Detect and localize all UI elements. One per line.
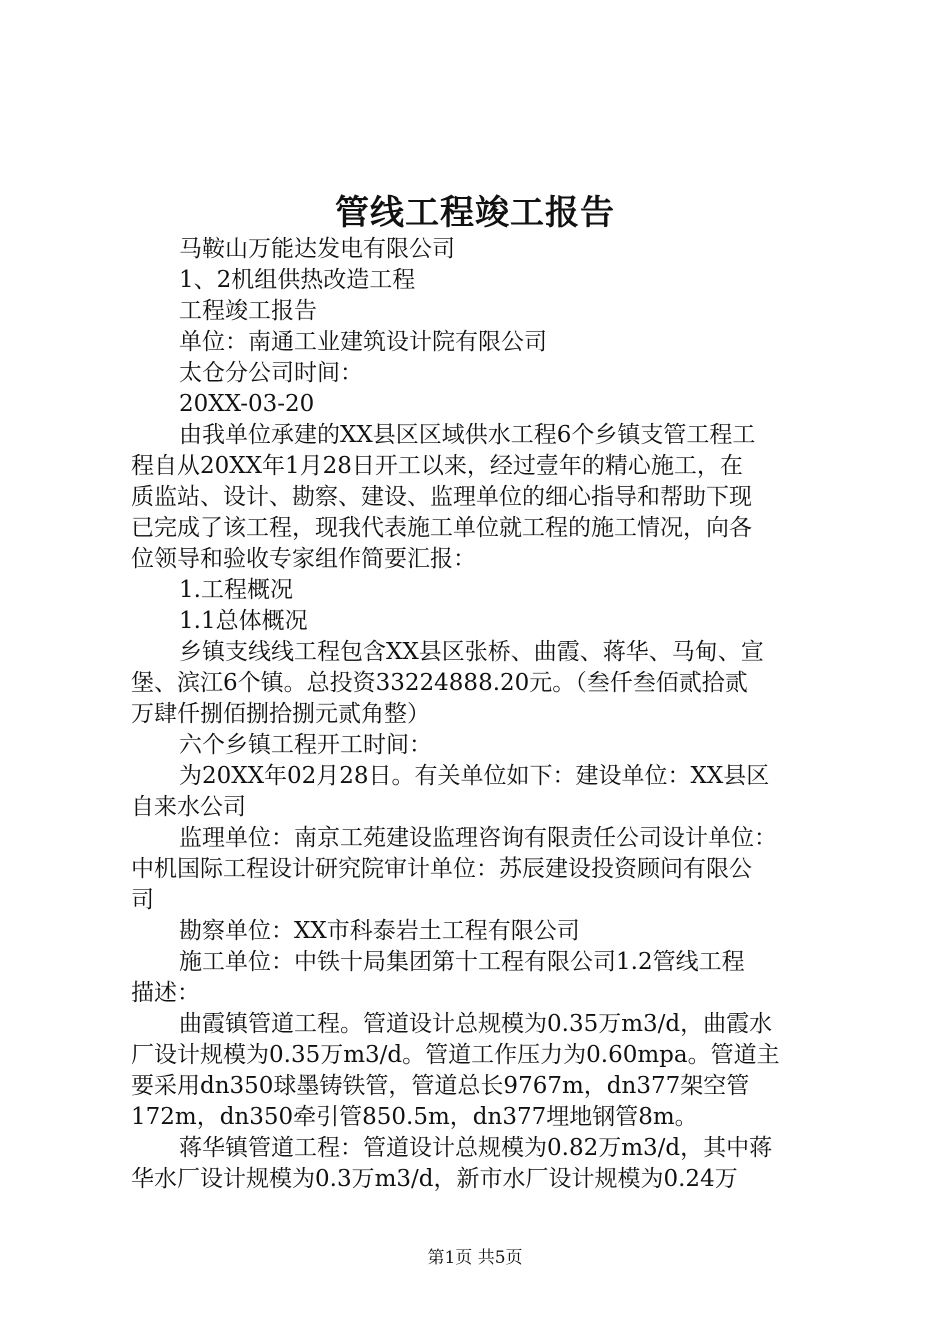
text-line: 位领导和验收专家组作简要汇报： (131, 546, 476, 572)
text-line: 单位：南通工业建筑设计院有限公司 (179, 329, 547, 355)
page-footer: 第1页 共5页 (427, 1248, 523, 1268)
text-line: 马鞍山万能达发电有限公司 (179, 236, 455, 262)
text-line: 乡镇支线线工程包含XX县区张桥、曲霞、蒋华、马甸、宣 (179, 639, 764, 665)
text-line: 172m，dn350牵引管850.5m，dn377埋地钢管8m。 (131, 1104, 698, 1130)
text-line: 勘察单位：XX市科泰岩土工程有限公司 (179, 918, 580, 944)
text-line: 中机国际工程设计研究院审计单位：苏辰建设投资顾问有限公 (131, 856, 752, 882)
text-line: 已完成了该工程，现我代表施工单位就工程的施工情况，向各 (131, 515, 752, 541)
text-line: 1.1总体概况 (179, 608, 308, 634)
text-line: 描述： (131, 980, 200, 1006)
text-line: 堡、滨江6个镇。总投资33224888.20元。（叁仟叁佰贰拾贰 (131, 670, 748, 696)
text-line: 由我单位承建的XX县区区域供水工程6个乡镇支管工程工 (179, 422, 756, 448)
document-title: 管线工程竣工报告 (335, 193, 615, 233)
text-line: 工程竣工报告 (179, 298, 317, 324)
text-line: 六个乡镇工程开工时间： (179, 732, 432, 758)
text-line: 监理单位：南京工苑建设监理咨询有限责任公司设计单位： (179, 825, 777, 851)
text-line: 质监站、设计、勘察、建设、监理单位的细心指导和帮助下现 (131, 484, 752, 510)
text-line: 20XX-03-20 (179, 391, 315, 417)
document-body (131, 234, 831, 1195)
text-line: 太仓分公司时间： (179, 360, 363, 386)
text-line: 蒋华镇管道工程：管道设计总规模为0.82万m3/d，其中蒋 (179, 1135, 773, 1161)
text-line: 司 (131, 887, 154, 913)
text-line: 1.工程概况 (179, 577, 293, 603)
text-line: 自来水公司 (131, 794, 246, 820)
text-line: 1、2机组供热改造工程 (179, 267, 416, 293)
text-line: 曲霞镇管道工程。管道设计总规模为0.35万m3/d，曲霞水 (179, 1011, 773, 1037)
text-line: 程自从20XX年1月28日开工以来，经过壹年的精心施工，在 (131, 453, 743, 479)
text-line: 要采用dn350球墨铸铁管，管道总长9767m，dn377架空管 (131, 1073, 750, 1099)
text-line: 施工单位：中铁十局集团第十工程有限公司1.2管线工程 (179, 949, 745, 975)
text-line: 华水厂设计规模为0.3万m3/d，新市水厂设计规模为0.24万 (131, 1166, 738, 1192)
text-line: 万肆仟捌佰捌拾捌元贰角整） (131, 701, 430, 727)
text-line: 为20XX年02月28日。有关单位如下：建设单位：XX县区 (179, 763, 770, 789)
text-line: 厂设计规模为0.35万m3/d。管道工作压力为0.60mpa。管道主 (131, 1042, 780, 1068)
